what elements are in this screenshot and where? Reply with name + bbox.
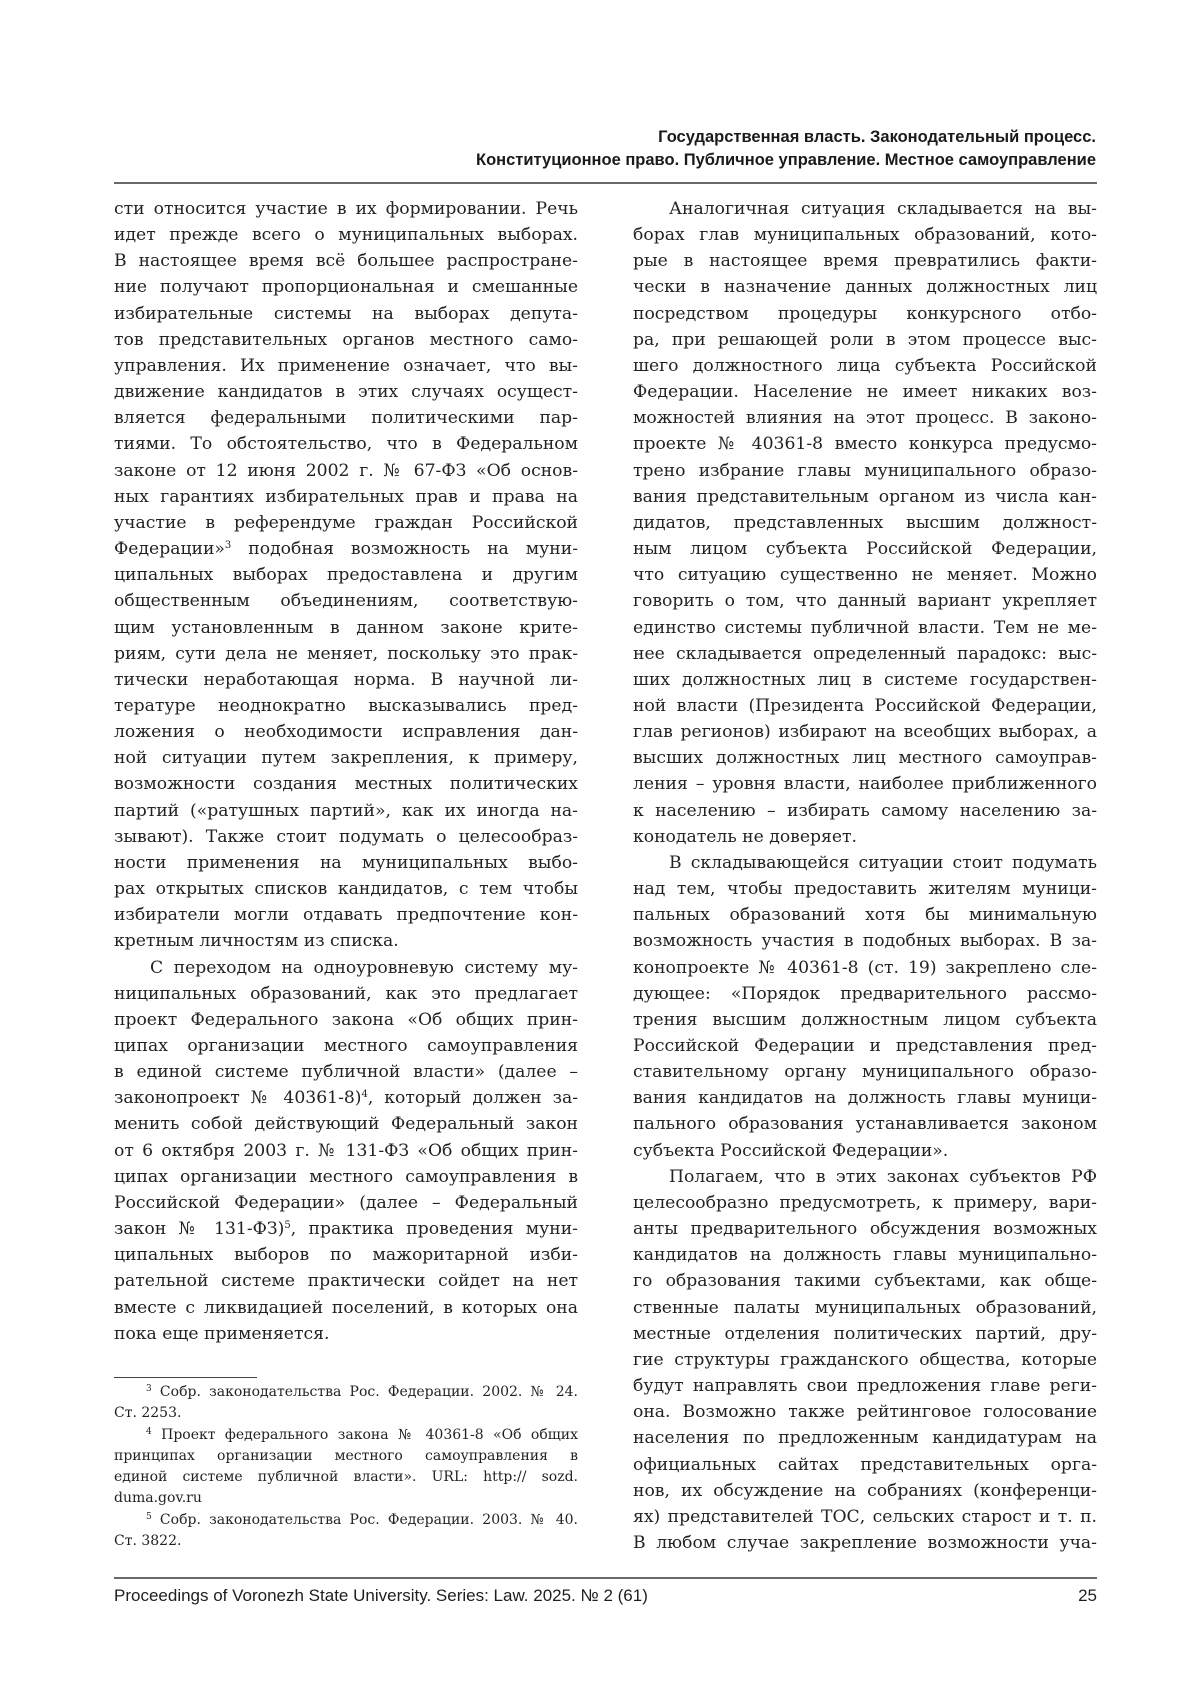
text-run: ципальных выборах предоставлена и другим bbox=[114, 565, 578, 586]
text-run: гие структуры гражданского общества, которые bbox=[633, 1349, 1097, 1370]
body-text-line bbox=[633, 1164, 1097, 1190]
body-text-line bbox=[114, 274, 578, 300]
body-text-line bbox=[633, 1399, 1097, 1425]
body-text-line bbox=[114, 327, 578, 353]
body-text-line bbox=[114, 536, 578, 562]
body-text-line bbox=[114, 1007, 578, 1033]
text-run: рые в настоящее время превратились факти- bbox=[633, 251, 1097, 272]
body-text-line bbox=[633, 1347, 1097, 1373]
text-run: принципах организации местного самоуправления в bbox=[114, 1447, 578, 1464]
text-run: вляется федеральными политическими пар- bbox=[114, 408, 578, 429]
body-text-line bbox=[633, 405, 1097, 431]
text-run: ности применения на муниципальных выбо- bbox=[114, 852, 578, 873]
body-text-line bbox=[114, 222, 578, 248]
text-run: В складывающейся ситуации стоит подумать bbox=[669, 852, 1097, 873]
text-run: в единой системе публичной власти» (далее – bbox=[114, 1062, 578, 1083]
text-run: вания представительным органом из числа кан- bbox=[633, 486, 1097, 507]
text-run: рах открытых списков кандидатов, с тем чтобы bbox=[114, 879, 578, 900]
body-text-line bbox=[633, 431, 1097, 457]
body-text-line bbox=[114, 431, 578, 457]
text-run: го образования такими субъектами, как обще- bbox=[633, 1271, 1097, 1292]
body-text-line bbox=[114, 1085, 578, 1111]
text-run: рательной системе практически сойдет на нет bbox=[114, 1271, 578, 1292]
text-run: единой системе публичной власти». URL: http:// sozd. bbox=[114, 1469, 578, 1486]
running-head-line-1: Государственная власть. Законодательный процесс. bbox=[658, 128, 1096, 146]
running-head-line-2: Конституционное право. Публичное управление. Местное самоуправление bbox=[476, 151, 1096, 169]
body-text-line bbox=[633, 1268, 1097, 1294]
body-text-line bbox=[633, 615, 1097, 641]
text-run: В настоящее время всё большее распростране- bbox=[114, 251, 578, 272]
body-text-line bbox=[114, 510, 578, 536]
footnote-text: Собр. законодательства Рос. Федерации. 2002. № 24. bbox=[151, 1384, 578, 1400]
text-run: ципальных выборов по мажоритарной изби- bbox=[114, 1245, 578, 1266]
text-run: пальных образований хотя бы минимальную bbox=[633, 905, 1097, 926]
body-text-line bbox=[114, 1295, 578, 1321]
left-column bbox=[114, 196, 578, 1347]
body-text-line bbox=[114, 405, 578, 431]
text-run: посредством процедуры конкурсного отбо- bbox=[633, 303, 1097, 324]
body-text-line bbox=[633, 484, 1097, 510]
text-run: субъекта Российской Федерации». bbox=[633, 1140, 949, 1161]
body-text-line bbox=[114, 1033, 578, 1059]
body-text-line bbox=[114, 301, 578, 327]
body-text-line bbox=[633, 1452, 1097, 1478]
text-run: Российской Федерации и представления пред- bbox=[633, 1036, 1097, 1056]
text-run: участие в референдуме граждан Российской bbox=[114, 512, 578, 533]
body-text-line bbox=[633, 1295, 1097, 1321]
body-text-line bbox=[633, 928, 1097, 954]
body-text-line bbox=[114, 353, 578, 379]
text-run: официальных сайтах представительных орга- bbox=[633, 1454, 1097, 1475]
body-text-line bbox=[114, 667, 578, 693]
body-text-line bbox=[633, 196, 1097, 222]
body-text-line bbox=[633, 876, 1097, 902]
text-run: конопроекте № 40361-8 (ст. 19) закреплено сле- bbox=[633, 957, 1097, 978]
footnote-reference[interactable]: 4 bbox=[361, 1089, 368, 1101]
body-text-line bbox=[114, 876, 578, 902]
body-text-line bbox=[114, 1190, 578, 1216]
text-run: чески в назначение данных должностных лиц bbox=[633, 277, 1097, 298]
body-text-line bbox=[114, 484, 578, 510]
footnote-text: Собр. законодательства Рос. Федерации. 2003. № 40. bbox=[151, 1511, 578, 1528]
text-run: глав регионов) избирают на всеобщих выборах, а bbox=[633, 722, 1097, 743]
text-run: дующее: «Порядок предварительного рассмо- bbox=[633, 983, 1097, 1004]
text-run: ной власти (Президента Российской Федерации, bbox=[633, 695, 1097, 716]
body-text-line bbox=[114, 693, 578, 719]
text-run: подобная возможность на муни- bbox=[231, 539, 578, 560]
text-run: идет прежде всего о муниципальных выборах. bbox=[114, 225, 578, 246]
body-text-line bbox=[114, 798, 578, 824]
text-run: ципах организации местного самоуправления bbox=[114, 1036, 578, 1056]
text-run: Ст. 2253. bbox=[114, 1405, 182, 1422]
body-text-line bbox=[633, 248, 1097, 274]
body-text-line bbox=[114, 248, 578, 274]
body-text-line bbox=[114, 1268, 578, 1294]
body-text-line bbox=[633, 353, 1097, 379]
body-text-line bbox=[633, 1504, 1097, 1530]
footnote-marker: 5 bbox=[146, 1511, 152, 1522]
body-text-line bbox=[114, 588, 578, 614]
body-text-line bbox=[633, 1033, 1097, 1059]
body-text-line bbox=[633, 1007, 1097, 1033]
body-text-line bbox=[633, 274, 1097, 300]
body-text-line bbox=[633, 458, 1097, 484]
text-run: Полагаем, что в этих законах субъектов РФ bbox=[669, 1166, 1097, 1187]
text-run: С переходом на одноуровневую систему му- bbox=[150, 957, 578, 978]
text-run: ние получают пропорциональная и смешанные bbox=[114, 277, 578, 298]
text-run: законе от 12 июня 2002 г. № 67-ФЗ «Об основ- bbox=[114, 460, 578, 481]
text-run: целесообразно предусмотреть, к примеру, вари- bbox=[633, 1192, 1097, 1213]
text-run: движение кандидатов в этих случаях осущест- bbox=[114, 382, 578, 403]
body-text-line bbox=[633, 1190, 1097, 1216]
text-run: местные отделения политических партий, дру- bbox=[633, 1323, 1097, 1344]
body-text-line bbox=[114, 1321, 578, 1347]
footnote-line bbox=[114, 1531, 578, 1552]
text-run: трено избрание главы муниципального образо- bbox=[633, 460, 1097, 481]
text-run: , который должен за- bbox=[367, 1088, 578, 1109]
body-text-line bbox=[114, 1242, 578, 1268]
body-text-line bbox=[633, 850, 1097, 876]
footnotes bbox=[114, 1382, 578, 1552]
text-run: закон № 131-ФЗ) bbox=[114, 1219, 285, 1240]
journal-citation: Proceedings of Voronezh State University. Series: Law. 2025. № 2 (61) bbox=[114, 1586, 648, 1605]
body-text-line bbox=[114, 850, 578, 876]
footnote-line bbox=[114, 1467, 578, 1488]
body-text-line bbox=[633, 693, 1097, 719]
text-run: избиратели могли отдавать предпочтение кон- bbox=[114, 905, 578, 926]
body-text-line bbox=[633, 798, 1097, 824]
text-run: кандидатов на должность главы муниципально- bbox=[633, 1245, 1097, 1266]
text-run: проекте № 40361-8 вместо конкурса предусмо- bbox=[633, 434, 1097, 455]
text-run: пока еще применяется. bbox=[114, 1323, 330, 1344]
text-run: вания кандидатов на должность главы муници- bbox=[633, 1088, 1097, 1109]
text-run: возможность участия в подобных выборах. В за- bbox=[633, 931, 1097, 952]
text-run: В любом случае закрепление возможности уча- bbox=[633, 1532, 1097, 1553]
body-text-line bbox=[633, 1111, 1097, 1137]
body-text-line bbox=[633, 902, 1097, 928]
text-run: зывают). Также стоит подумать о целесообраз- bbox=[114, 826, 578, 847]
text-run: шего должностного лица субъекта Российской bbox=[633, 355, 1097, 376]
text-run: конодатель не доверяет. bbox=[633, 826, 857, 847]
text-run: будут направлять свои предложения главе реги- bbox=[633, 1376, 1097, 1397]
body-text-line bbox=[633, 1478, 1097, 1504]
text-run: высших должностных лиц местного самоуправ- bbox=[633, 748, 1097, 769]
body-text-line bbox=[633, 1373, 1097, 1399]
body-text-line bbox=[633, 667, 1097, 693]
right-column bbox=[633, 196, 1097, 1556]
body-text-line bbox=[633, 510, 1097, 536]
text-run: тически неработающая норма. В научной ли- bbox=[114, 669, 578, 690]
text-run: проект Федерального закона «Об общих прин- bbox=[114, 1009, 578, 1030]
text-run: ях) представителей ТОС, сельских старост и т. п. bbox=[633, 1506, 1097, 1527]
text-run: ной ситуации путем закрепления, к примеру, bbox=[114, 748, 578, 769]
body-text-line bbox=[114, 771, 578, 797]
footnote-line bbox=[114, 1446, 578, 1467]
text-run: вместе с ликвидацией поселений, в которых она bbox=[114, 1297, 578, 1318]
body-text-line bbox=[114, 379, 578, 405]
text-run: тов представительных органов местного само- bbox=[114, 329, 578, 350]
text-run: ра, при решающей роли в этом процессе выс- bbox=[633, 329, 1097, 350]
body-text-line bbox=[633, 588, 1097, 614]
body-text-line bbox=[114, 1138, 578, 1164]
text-run: ных гарантиях избирательных прав и права на bbox=[114, 486, 578, 507]
body-text-line bbox=[114, 1216, 578, 1242]
body-text-line bbox=[633, 1085, 1097, 1111]
body-text-line bbox=[633, 719, 1097, 745]
footnote-marker: 4 bbox=[146, 1426, 152, 1437]
body-text-line bbox=[114, 458, 578, 484]
body-text-line bbox=[114, 1059, 578, 1085]
body-text-line bbox=[633, 562, 1097, 588]
body-text-line bbox=[114, 1111, 578, 1137]
body-text-line bbox=[114, 824, 578, 850]
text-run: Федерации» bbox=[114, 539, 225, 560]
text-run: ниципальных образований, как это предлагает bbox=[114, 983, 578, 1004]
text-run: управления. Их применение означает, что вы- bbox=[114, 355, 578, 376]
text-run: к населению – избирать самому населению за- bbox=[633, 800, 1097, 821]
header-rule bbox=[114, 182, 1097, 184]
text-run: ципах организации местного самоуправления в bbox=[114, 1166, 578, 1187]
text-run: дидатов, представленных высшим должност- bbox=[633, 512, 1097, 533]
body-text-line bbox=[633, 1530, 1097, 1556]
body-text-line bbox=[114, 1164, 578, 1190]
body-text-line bbox=[114, 955, 578, 981]
text-run: ложения о необходимости исправления дан- bbox=[114, 722, 578, 743]
body-text-line bbox=[633, 1242, 1097, 1268]
body-text-line bbox=[114, 615, 578, 641]
body-text-line bbox=[114, 745, 578, 771]
text-run: борах глав муниципальных образований, кото- bbox=[633, 225, 1097, 246]
text-run: нее складывается определенный парадокс: выс- bbox=[633, 643, 1097, 664]
text-run: duma.gov.ru bbox=[114, 1490, 202, 1507]
text-run: Федерации. Население не имеет никаких воз- bbox=[633, 382, 1097, 403]
text-run: Ст. 3822. bbox=[114, 1533, 182, 1550]
text-run: менить собой действующий Федеральный закон bbox=[114, 1114, 578, 1135]
text-run: возможности создания местных политических bbox=[114, 774, 578, 795]
text-run: кретным личностям из списка. bbox=[114, 931, 399, 952]
body-text-line bbox=[633, 641, 1097, 667]
body-text-line bbox=[633, 301, 1097, 327]
body-text-line bbox=[114, 902, 578, 928]
text-run: ших должностных лиц в системе государствен- bbox=[633, 669, 1097, 690]
text-run: можностей влияния на этот процесс. В законо- bbox=[633, 408, 1097, 429]
footnote-line bbox=[114, 1510, 578, 1531]
footnote-line bbox=[114, 1425, 578, 1446]
footnote-line bbox=[114, 1382, 578, 1403]
body-text-line bbox=[633, 536, 1097, 562]
text-run: ления – уровня власти, наиболее приближенного bbox=[633, 774, 1097, 795]
body-text-line bbox=[114, 641, 578, 667]
body-text-line bbox=[633, 222, 1097, 248]
text-run: говорить о том, что данный вариант укрепляет bbox=[633, 591, 1097, 612]
text-run: риям, сути дела не меняет, поскольку это прак- bbox=[114, 643, 578, 664]
body-text-line bbox=[633, 1425, 1097, 1451]
text-run: партий («ратушных партий», как их иногда на- bbox=[114, 800, 578, 821]
footnote-separator bbox=[114, 1377, 257, 1378]
page-number: 25 bbox=[1078, 1586, 1097, 1605]
text-run: законопроект № 40361-8) bbox=[114, 1088, 362, 1109]
text-run: пального образования устанавливается законом bbox=[633, 1114, 1097, 1135]
body-text-line bbox=[114, 928, 578, 954]
body-text-line bbox=[114, 981, 578, 1007]
footnote-marker: 3 bbox=[146, 1384, 152, 1394]
text-run: щим установленным в данном законе крите- bbox=[114, 617, 578, 638]
body-text-line bbox=[633, 379, 1097, 405]
text-run: населения по предложенным кандидатурам на bbox=[633, 1428, 1097, 1449]
text-run: ным лицом субъекта Российской Федерации, bbox=[633, 539, 1097, 560]
text-run: Российской Федерации» (далее – Федеральный bbox=[114, 1192, 578, 1213]
body-text-line bbox=[633, 1321, 1097, 1347]
body-text-line bbox=[114, 562, 578, 588]
body-text-line bbox=[633, 824, 1097, 850]
body-text-line bbox=[633, 1216, 1097, 1242]
text-run: она. Возможно также рейтинговое голосование bbox=[633, 1402, 1097, 1423]
body-text-line bbox=[633, 745, 1097, 771]
body-text-line bbox=[633, 1138, 1097, 1164]
footer-rule bbox=[114, 1577, 1097, 1579]
footnote-text: Проект федерального закона № 40361-8 «Об общих bbox=[151, 1426, 578, 1443]
footnote-line bbox=[114, 1488, 578, 1509]
page-footer bbox=[114, 1584, 1097, 1608]
text-run: тиями. То обстоятельство, что в Федеральном bbox=[114, 434, 578, 455]
text-run: сти относится участие в их формировании. Речь bbox=[114, 199, 578, 219]
body-text-line bbox=[633, 1059, 1097, 1085]
body-text-line bbox=[633, 955, 1097, 981]
text-run: над тем, чтобы предоставить жителям муници- bbox=[633, 879, 1097, 900]
text-run: избирательные системы на выборах депута- bbox=[114, 303, 578, 324]
text-run: от 6 октября 2003 г. № 131-ФЗ «Об общих прин- bbox=[114, 1140, 578, 1161]
text-run: трения высшим должностным лицом субъекта bbox=[633, 1009, 1097, 1030]
running-head bbox=[476, 126, 1096, 172]
text-run: Аналогичная ситуация складывается на вы- bbox=[669, 199, 1097, 219]
footnote-line bbox=[114, 1403, 578, 1424]
text-run: что ситуацию существенно не меняет. Можно bbox=[633, 565, 1097, 586]
text-run: ставительному органу муниципального образо- bbox=[633, 1062, 1097, 1083]
body-text-line bbox=[633, 981, 1097, 1007]
text-run: тературе неоднократно высказывались пред- bbox=[114, 695, 578, 716]
body-text-line bbox=[114, 719, 578, 745]
text-run: анты предварительного обсуждения возможных bbox=[633, 1219, 1097, 1240]
text-run: , практика проведения муни- bbox=[290, 1219, 578, 1240]
footnote-reference[interactable]: 5 bbox=[284, 1220, 291, 1232]
footnote-reference[interactable]: 3 bbox=[224, 540, 232, 552]
text-run: общественным объединениям, соответствую- bbox=[114, 591, 578, 612]
text-run: ственные палаты муниципальных образований, bbox=[633, 1297, 1097, 1318]
body-text-line bbox=[633, 327, 1097, 353]
text-run: нов, их обсуждение на собраниях (конференци- bbox=[633, 1480, 1097, 1501]
body-text-line bbox=[633, 771, 1097, 797]
text-run: единство системы публичной власти. Тем не ме- bbox=[633, 617, 1097, 638]
body-text-line bbox=[114, 196, 578, 222]
